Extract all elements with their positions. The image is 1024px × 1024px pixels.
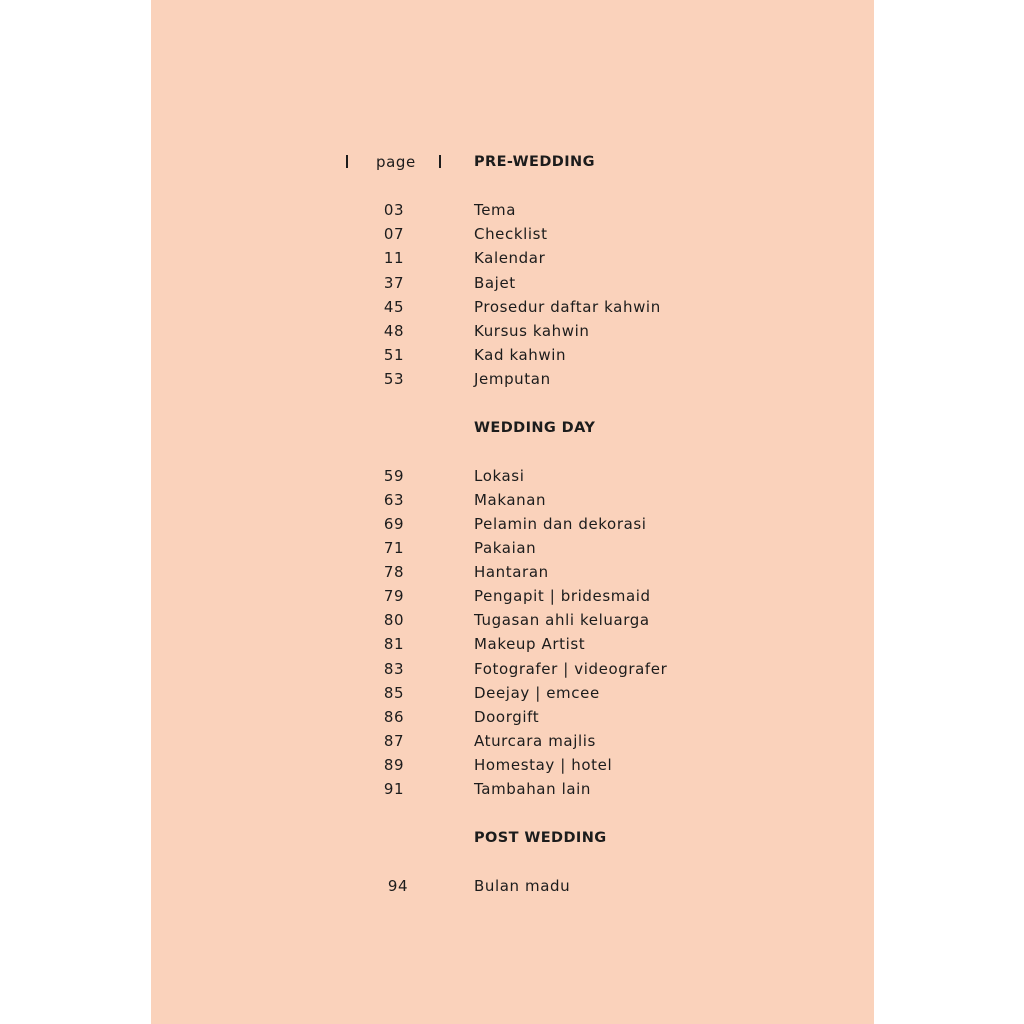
toc-entry: Homestay | hotel	[474, 756, 613, 774]
toc-page-number: 81	[383, 635, 405, 653]
toc-entry: Pengapit | bridesmaid	[474, 587, 651, 605]
toc-entry: Pakaian	[474, 539, 537, 557]
toc-page-number: 11	[383, 249, 405, 267]
toc-page-number: 79	[383, 587, 405, 605]
toc-entry: Lokasi	[474, 467, 525, 485]
toc-page-number: 45	[383, 298, 405, 316]
toc-page-number: 89	[383, 756, 405, 774]
toc-entry: Makeup Artist	[474, 635, 586, 653]
toc-page-number: 87	[383, 732, 405, 750]
toc-entry: Jemputan	[474, 370, 551, 388]
section-title-pre-wedding: PRE-WEDDING	[474, 154, 595, 170]
toc-entry: Fotografer | videografer	[474, 660, 668, 678]
toc-page-number: 85	[383, 684, 405, 702]
toc-entry: Kursus kahwin	[474, 322, 590, 340]
toc-page-number: 69	[383, 515, 405, 533]
toc-page-number: 94	[387, 877, 409, 895]
toc-entry: Makanan	[474, 491, 547, 509]
toc-page-number: 63	[383, 491, 405, 509]
section-title-post-wedding: POST WEDDING	[474, 830, 607, 846]
toc-entry: Aturcara majlis	[474, 732, 596, 750]
toc-page-number: 83	[383, 660, 405, 678]
toc-page-number: 80	[383, 611, 405, 629]
toc-page-number: 71	[383, 539, 405, 557]
toc-entry: Doorgift	[474, 708, 540, 726]
toc-entry: Tema	[474, 201, 517, 219]
toc-page-number: 37	[383, 274, 405, 292]
toc-entry: Pelamin dan dekorasi	[474, 515, 647, 533]
toc-page-number: 53	[383, 370, 405, 388]
page-column-label: page	[376, 153, 416, 171]
toc-entry: Kalendar	[474, 249, 546, 267]
toc-page-number: 51	[383, 346, 405, 364]
toc-entry: Deejay | emcee	[474, 684, 600, 702]
section-title-wedding-day: WEDDING DAY	[474, 420, 596, 436]
header-divider-right	[439, 155, 441, 168]
toc-entry: Tugasan ahli keluarga	[474, 611, 650, 629]
toc-page-number: 07	[383, 225, 405, 243]
toc-page-number: 59	[383, 467, 405, 485]
header-divider-left	[346, 155, 348, 168]
toc-page-number: 78	[383, 563, 405, 581]
toc-entry: Checklist	[474, 225, 548, 243]
toc-page-number: 48	[383, 322, 405, 340]
toc-entry: Prosedur daftar kahwin	[474, 298, 661, 316]
toc-entry: Hantaran	[474, 563, 549, 581]
toc-entry: Kad kahwin	[474, 346, 567, 364]
toc-entry: Tambahan lain	[474, 780, 592, 798]
toc-page-number: 91	[383, 780, 405, 798]
toc-entry: Bajet	[474, 274, 516, 292]
toc-entry: Bulan madu	[474, 877, 571, 895]
toc-page-number: 03	[383, 201, 405, 219]
toc-page-number: 86	[383, 708, 405, 726]
